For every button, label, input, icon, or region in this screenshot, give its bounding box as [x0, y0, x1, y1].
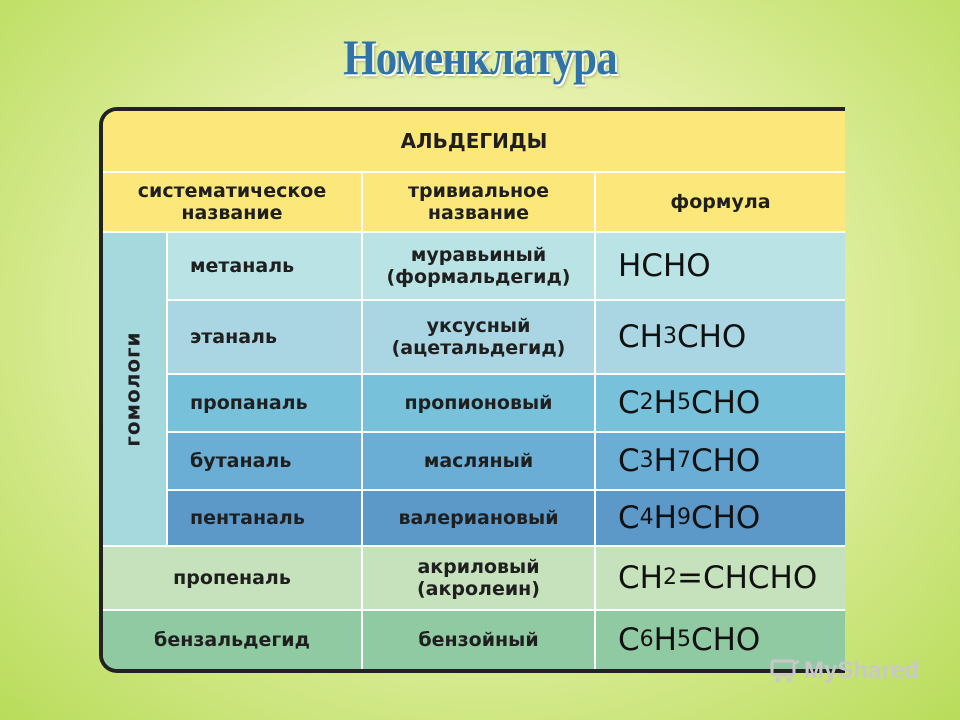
- systematic-name-cell: этаналь: [168, 301, 361, 373]
- watermark-text: MyShared: [804, 657, 919, 684]
- formula-part: CH: [618, 560, 663, 596]
- formula-cell: C 3 H 7 CHO: [596, 433, 845, 489]
- formula-cell: C 4 H 9 CHO: [596, 491, 845, 545]
- systematic-name-cell: метаналь: [168, 233, 361, 299]
- cart-icon: [770, 658, 800, 684]
- formula-part: CHO: [690, 500, 761, 536]
- trivial-name-cell: бензойный: [363, 611, 594, 669]
- watermark: [770, 657, 919, 685]
- formula-part: H: [653, 500, 677, 536]
- trivial-name-cell: муравьиный (формальдегид): [363, 233, 594, 299]
- formula-part: C: [618, 500, 640, 536]
- formula-cell: CH 3 CHO: [596, 301, 845, 373]
- homologs-side-cell: [103, 233, 166, 545]
- aldehydes-table: [99, 107, 845, 673]
- column-header-trivial: тривиальное название: [363, 173, 594, 231]
- trivial-name-cell: масляный: [363, 433, 594, 489]
- formula-cell: C 2 H 5 CHO: [596, 375, 845, 431]
- formula-part: CHO: [690, 443, 761, 479]
- formula-part: H: [653, 622, 677, 658]
- slide-title: Номенклатура: [343, 29, 617, 85]
- systematic-name-cell: пропеналь: [103, 547, 361, 609]
- formula-part: CHO: [690, 385, 761, 421]
- systematic-name-cell: бензальдегид: [103, 611, 361, 669]
- formula-part: C: [618, 622, 640, 658]
- trivial-name-cell: пропионовый: [363, 375, 594, 431]
- table-group-header: АЛЬДЕГИДЫ: [103, 111, 845, 171]
- column-header-formula: формула: [596, 173, 845, 231]
- formula-part: HCHO: [618, 248, 711, 284]
- formula-part: H: [653, 385, 677, 421]
- homologs-label: гомологи: [121, 331, 146, 447]
- systematic-name-cell: пентаналь: [168, 491, 361, 545]
- formula-part: C: [618, 443, 640, 479]
- formula-cell: CH 2 =CHCHO: [596, 547, 845, 609]
- formula-part: C: [618, 385, 640, 421]
- formula-part: CHO: [676, 319, 747, 355]
- formula-cell: C 6 H 5 CHO: [596, 611, 845, 669]
- formula-part: H: [653, 443, 677, 479]
- systematic-name-cell: пропаналь: [168, 375, 361, 431]
- formula-part: CH: [618, 319, 663, 355]
- formula-part: =CHCHO: [676, 560, 818, 596]
- trivial-name-cell: валериановый: [363, 491, 594, 545]
- trivial-name-cell: уксусный (ацетальдегид): [363, 301, 594, 373]
- column-header-systematic: систематическое название: [103, 173, 361, 231]
- trivial-name-cell: акриловый (акролеин): [363, 547, 594, 609]
- systematic-name-cell: бутаналь: [168, 433, 361, 489]
- formula-part: CHO: [690, 622, 761, 658]
- formula-cell: [596, 233, 845, 299]
